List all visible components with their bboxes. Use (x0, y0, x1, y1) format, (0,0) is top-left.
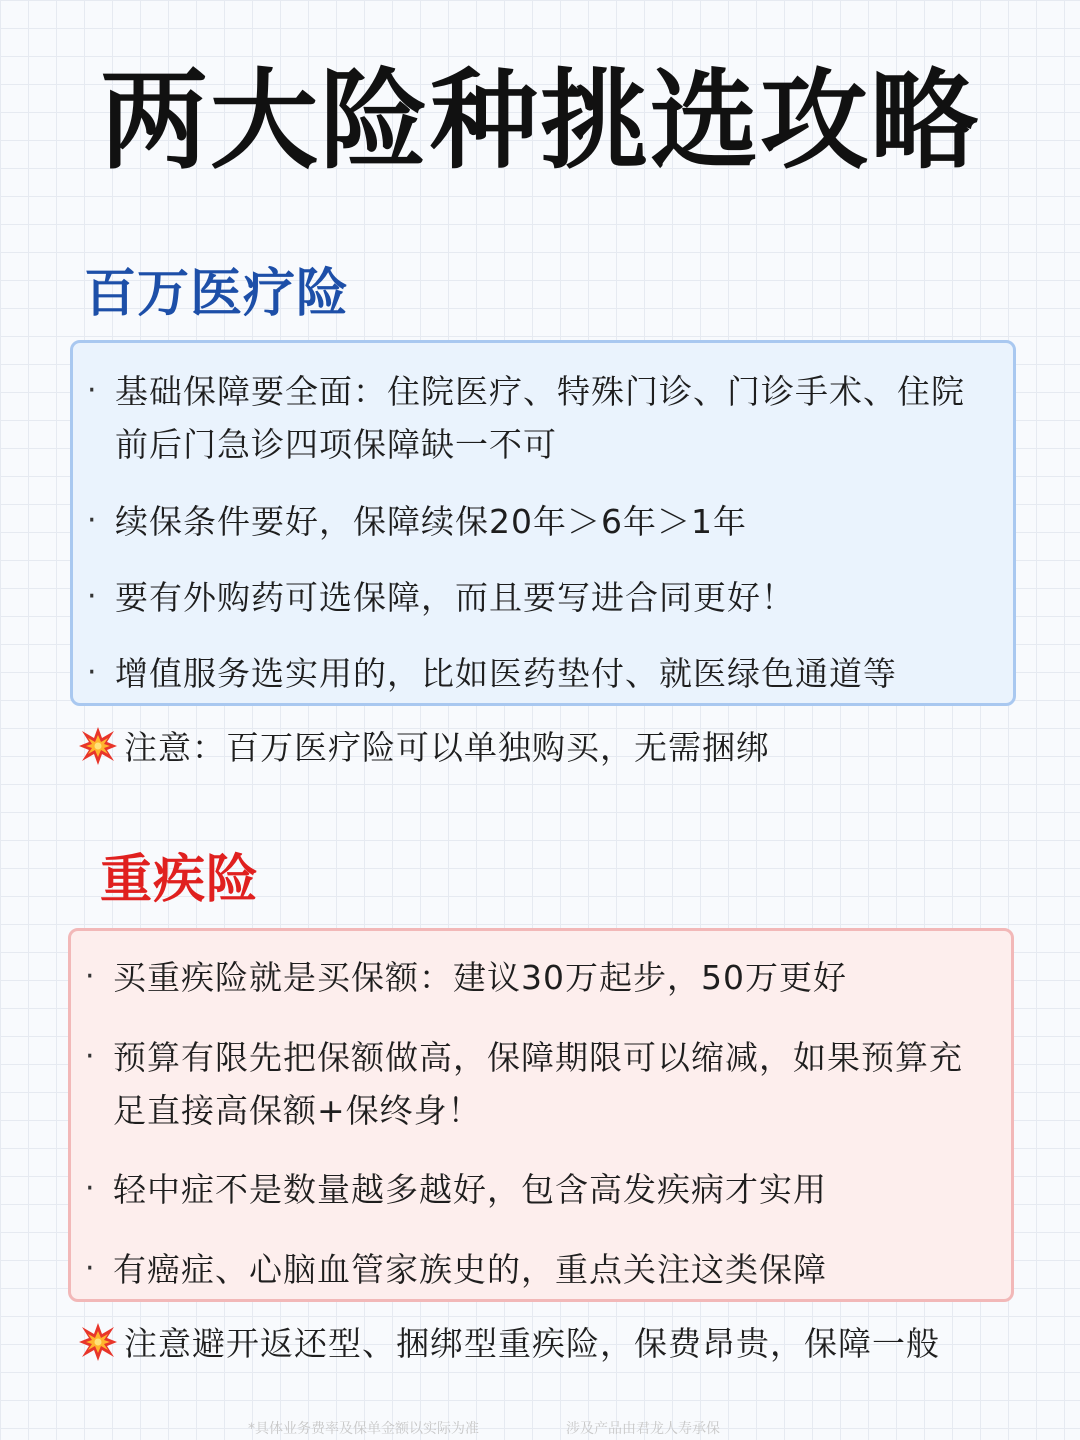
bullet: · (85, 1251, 95, 1286)
medical-insurance-box (70, 340, 1016, 706)
list-item-text: 续保条件要好，保障续保20年＞6年＞1年 (115, 502, 747, 541)
bullet: · (85, 1039, 95, 1074)
critical-illness-note (78, 1322, 940, 1366)
note-text: 注意避开返还型、捆绑型重疾险，保费昂贵，保障一般 (124, 1324, 940, 1363)
list-item-text: 预算有限先把保额做高，保障期限可以缩减，如果预算充足直接高保额+保终身！ (113, 1038, 963, 1130)
section-title-critical-illness: 重疾险 (100, 849, 260, 910)
collision-icon (78, 1322, 118, 1362)
list-item-text: 增值服务选实用的，比如医药垫付、就医绿色通道等 (115, 654, 897, 693)
list-item-text: 买重疾险就是买保额：建议30万起步，50万更好 (113, 958, 847, 997)
list-item-text: 有癌症、心脑血管家族史的，重点关注这类保障 (113, 1250, 827, 1289)
critical-illness-box (68, 928, 1014, 1302)
collision-icon (78, 726, 118, 766)
bullet: · (85, 959, 95, 994)
medical-note (78, 726, 770, 770)
note-text: 注意：百万医疗险可以单独购买，无需捆绑 (124, 728, 770, 767)
footer-underwriter: 涉及产品由君龙人寿承保 (566, 1421, 720, 1437)
list-item-text: 轻中症不是数量越多越好，包含高发疾病才实用 (113, 1170, 827, 1209)
bullet: · (87, 655, 97, 690)
list-item-text: 基础保障要全面：住院医疗、特殊门诊、门诊手术、住院前后门急诊四项保障缺一不可 (115, 372, 965, 464)
page-title: 两大险种挑选攻略 (99, 58, 980, 184)
footer-disclaimer: *具体业务费率及保单金额以实际为准 (248, 1421, 479, 1437)
bullet: · (87, 579, 97, 614)
section-title-medical: 百万医疗险 (84, 263, 350, 324)
bullet: · (87, 503, 97, 538)
list-item-text: 要有外购药可选保障，而且要写进合同更好！ (115, 578, 795, 617)
bullet: · (87, 373, 97, 408)
bullet: · (85, 1171, 95, 1206)
